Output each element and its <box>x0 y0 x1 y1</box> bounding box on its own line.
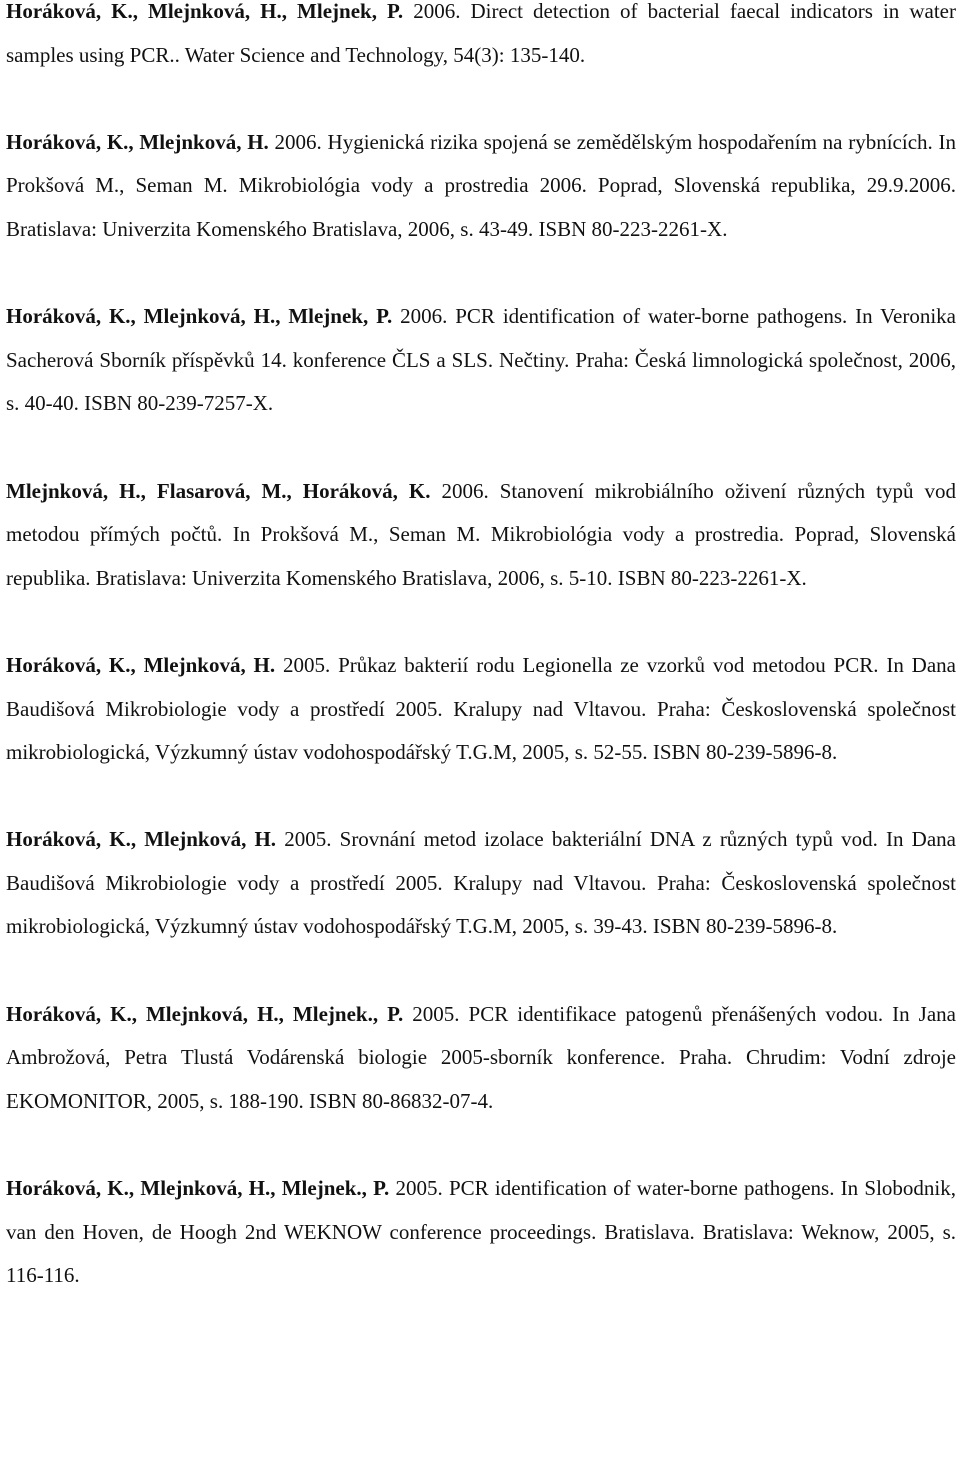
reference-details: 2005. PCR identification of water-borne pathogens. In Slobodnik, van den Hoven, de Hoogh 2nd WEKNOW conference proceedings. Bratislava. Bratislava: Weknow, 2005, s. 116-116. <box>6 1176 956 1288</box>
reference-entry <box>6 295 956 426</box>
reference-details: 2005. Srovnání metod izolace bakteriální DNA z různých typů vod. In Dana Baudišová Mikrobiologie vody a prostředí 2005. Kralupy nad Vltavou. Praha: Československá společnost mikrobiologická, Výzkumný ústav vodohospodářský T.G.M, 2005, s. 39-43. ISBN 80-239-5896-8. <box>6 827 956 939</box>
reference-entry <box>6 470 956 601</box>
reference-entry <box>6 1167 956 1298</box>
reference-entry <box>6 121 956 252</box>
reference-authors: Horáková, K., Mlejnková, H. <box>6 129 269 154</box>
reference-authors: Horáková, K., Mlejnková, H., Mlejnek., P. <box>6 1001 404 1026</box>
reference-authors: Horáková, K., Mlejnková, H., Mlejnek., P. <box>6 1176 390 1201</box>
reference-details: 2006. Direct detection of bacterial faecal indicators in water samples using PCR.. Water Science and Technology, 54(3): 135-140. <box>6 0 956 67</box>
reference-entry <box>6 0 956 77</box>
reference-list <box>6 0 956 1341</box>
reference-details: 2006. Hygienická rizika spojená se zemědělským hospodařením na rybnících. In Prokšová M., Seman M. Mikrobiológia vody a prostredia 2006. Poprad, Slovenská republika, 29.9.2006. Bratislava: Univerzita Komenského Bratislava, 2006, s. 43-49. ISBN 80-223-2261-X. <box>6 129 956 241</box>
reference-details: 2005. Průkaz bakterií rodu Legionella ze vzorků vod metodou PCR. In Dana Baudišová Mikrobiologie vody a prostředí 2005. Kralupy nad Vltavou. Praha: Československá společnost mikrobiologická, Výzkumný ústav vodohospodářský T.G.M, 2005, s. 52-55. ISBN 80-239-5896-8. <box>6 652 956 765</box>
reference-details: 2006. PCR identification of water-borne pathogens. In Veronika Sacherová Sborník příspěvků 14. konference ČLS a SLS. Nečtiny. Praha: Česká limnologická společnost, 2006, s. 40-40. ISBN 80-239-7257-X. <box>6 304 956 416</box>
reference-authors: Horáková, K., Mlejnková, H., Mlejnek, P. <box>6 304 393 329</box>
reference-entry <box>6 993 956 1124</box>
reference-entry <box>6 644 956 775</box>
reference-authors: Horáková, K., Mlejnková, H. <box>6 827 277 852</box>
reference-authors: Horáková, K., Mlejnková, H. <box>6 652 276 677</box>
reference-details: 2006. Stanovení mikrobiálního oživení různých typů vod metodou přímých počtů. In Prokšová M., Seman M. Mikrobiológia vody a prostredia. Poprad, Slovenská republika. Bratislava: Univerzita Komenského Bratislava, 2006, s. 5-10. ISBN 80-223-2261-X. <box>6 478 956 590</box>
reference-entry <box>6 818 956 949</box>
reference-authors: Horáková, K., Mlejnková, H., Mlejnek, P. <box>6 0 404 23</box>
reference-authors: Mlejnková, H., Flasarová, M., Horáková, K. <box>6 478 431 503</box>
reference-details: 2005. PCR identifikace patogenů přenášených vodou. In Jana Ambrožová, Petra Tlustá Vodárenská biologie 2005-sborník konference. Praha. Chrudim: Vodní zdroje EKOMONITOR, 2005, s. 188-190. ISBN 80-86832-07-4. <box>6 1001 956 1113</box>
